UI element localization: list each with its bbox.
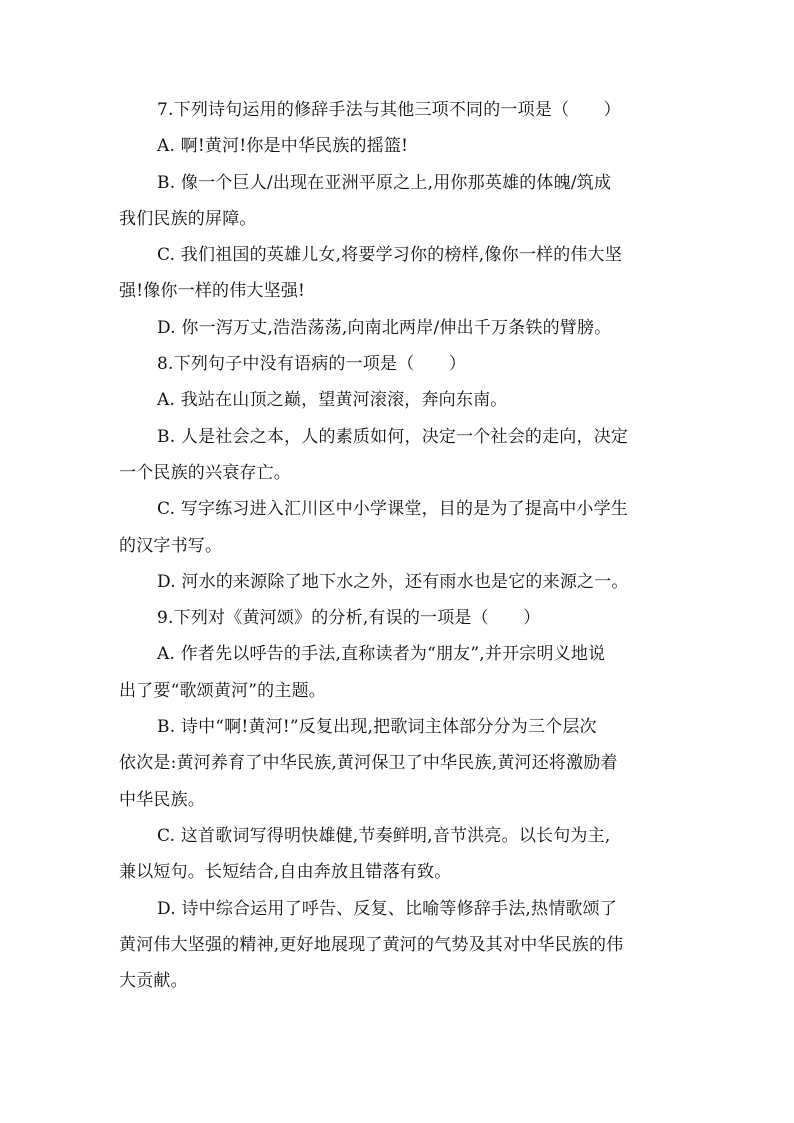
text-line: 大贡献。 <box>119 971 188 992</box>
text-line: 中华民族。 <box>119 789 205 810</box>
text-line: C. 这首歌词写得明快雄健,节奏鲜明,音节洪亮。以长句为主, <box>157 825 611 846</box>
text-line: 8.下列句子中没有语病的一项是（ ） <box>157 354 467 375</box>
text-line: 我们民族的屏障。 <box>119 208 257 229</box>
text-line: D. 河水的来源除了地下水之外，还有雨水也是它的来源之一。 <box>157 571 629 592</box>
text-line: 强!像你一样的伟大坚强! <box>119 281 306 302</box>
text-line: 7.下列诗句运用的修辞手法与其他三项不同的一项是（ ） <box>157 100 621 120</box>
text-line: D. 诗中综合运用了呼告、反复、比喻等修辞手法,热情歌颂了 <box>157 898 618 919</box>
text-line: D. 你一泻万丈,浩浩荡荡,向南北两岸/伸出千万条铁的臂膀。 <box>157 317 612 338</box>
text-line: C. 写字练习进入汇川区中小学课堂，目的是为了提高中小学生 <box>157 499 629 520</box>
text-line: 依次是:黄河养育了中华民族,黄河保卫了中华民族,黄河还将激励着 <box>119 753 618 774</box>
text-line: 兼以短句。长短结合,自由奔放且错落有致。 <box>119 862 452 883</box>
text-line: 黄河伟大坚强的精神,更好地展现了黄河的气势及其对中华民族的伟 <box>119 934 624 955</box>
text-line: A. 作者先以呼告的手法,直称读者为“朋友”,并开宗明义地说 <box>157 644 606 665</box>
text-line: 一个民族的兴衰存亡。 <box>119 462 291 483</box>
text-line: A. 啊!黄河!你是中华民族的摇篮! <box>157 136 409 157</box>
text-line: B. 人是社会之本，人的素质如何，决定一个社会的走向，决定 <box>157 426 629 447</box>
question-content <box>119 92 677 999</box>
text-line: B. 诗中“啊!黄河!”反复出现,把歌词主体部分分为三个层次 <box>157 717 597 738</box>
text-line: 9.下列对《黄河颂》的分析,有误的一项是（ ） <box>157 608 541 629</box>
text-line: B. 像一个巨人/出现在亚洲平原之上,用你那英雄的体魄/筑成 <box>157 172 612 193</box>
text-line: C. 我们祖国的英雄儿女,将要学习你的榜样,像你一样的伟大坚 <box>157 245 623 266</box>
text-line: 的汉字书写。 <box>119 535 223 556</box>
text-line: 出了要“歌颂黄河”的主题。 <box>119 680 326 701</box>
text-line: A. 我站在山顶之巅，望黄河滚滚，奔向东南。 <box>157 390 508 411</box>
